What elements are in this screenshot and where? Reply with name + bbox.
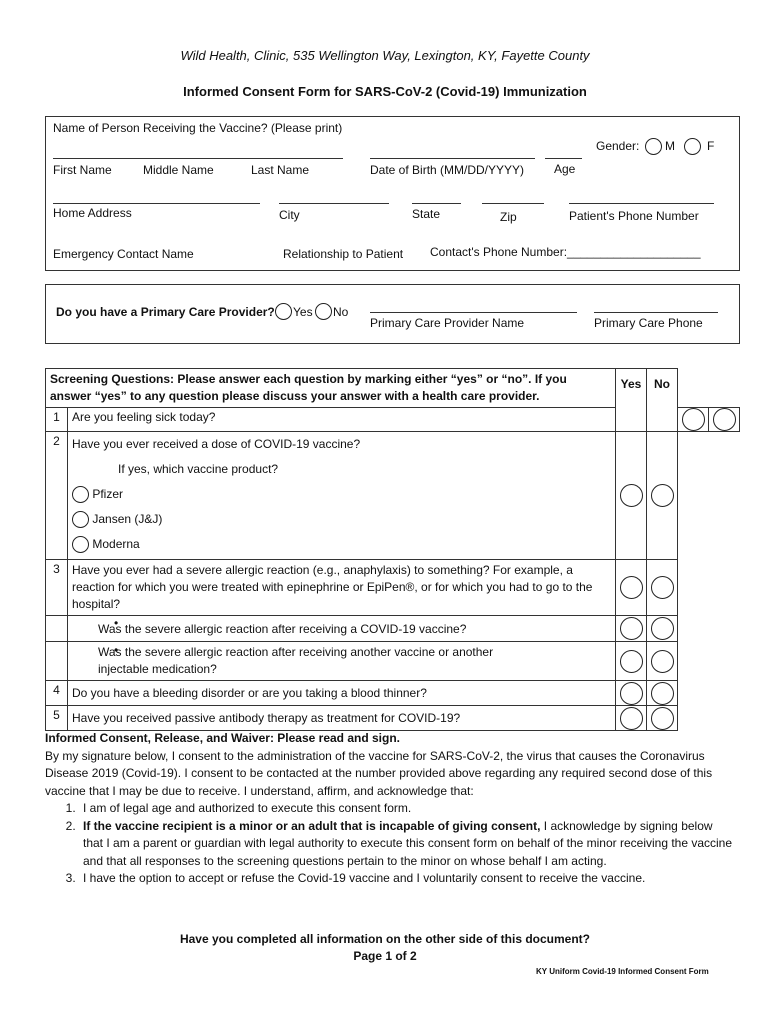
q1-text: Are you feeling sick today? [68,408,616,432]
zip-line[interactable] [482,203,544,204]
form-name: KY Uniform Covid-19 Informed Consent Form [536,967,709,976]
q4-text: Do you have a bleeding disorder or are you taking a blood thinner? [68,681,616,706]
table-row [46,681,740,706]
form-title: Informed Consent Form for SARS-CoV-2 (Covid-19) Immunization [183,84,587,99]
consent-item-2-rest: I acknowledge by signing below that I am a parent or guardian with legal authority to execute this consent form on behalf of the minor receiving the vaccine and that all responses to the screening questions pertain to the minor on whose behalf I am acting. [83,818,733,868]
q2-yes-cell [616,432,647,560]
screening-intro: Screening Questions: Please answer each question by marking either “yes” or “no”. If you answer “yes” to any question please discuss your answer with a health care provider. [46,369,616,408]
q2-option-moderna [72,532,611,557]
q5-text: Have you received passive antibody therapy as treatment for COVID-19? [68,706,616,731]
city-line[interactable] [279,203,389,204]
table-row [46,369,740,408]
no-header: No [647,369,678,432]
q2-no-radio[interactable] [651,484,674,507]
moderna-radio[interactable] [72,536,89,553]
q2-number: 2 [46,432,68,560]
consent-item-3: 3. I have the option to accept or refuse the Covid-19 vaccine and I voluntarily consent to receive the vaccine. [79,870,735,888]
gender-m-label: M [665,139,675,153]
q3-yes-radio[interactable] [620,576,643,599]
address-line[interactable] [53,203,260,204]
q2-cell [68,432,616,560]
name-prompt: Name of Person Receiving the Vaccine? (Please print) [53,121,343,135]
table-row [46,432,740,560]
emergency-contact-label: Emergency Contact Name [53,247,194,261]
q2-text: Have you ever received a dose of COVID-19 vaccine? [72,437,361,451]
q1-no-cell [709,408,740,432]
q5-yes-radio[interactable] [620,707,643,730]
q1-no-radio[interactable] [713,408,736,431]
q3-no-radio[interactable] [651,576,674,599]
table-row [46,642,740,681]
consent-item-1: 1. I am of legal age and authorized to execute this consent form. [79,800,735,818]
q4-yes-cell [616,681,647,706]
name-line[interactable] [53,158,343,159]
q3b-item [68,642,616,681]
pcp-name-line[interactable] [370,312,577,313]
contact-phone-label[interactable]: Contact's Phone Number:____________________ [430,245,701,259]
pfizer-radio[interactable] [72,486,89,503]
q2-no-cell [647,432,678,560]
q3a-yes-radio[interactable] [620,617,643,640]
table-row [46,616,740,642]
pcp-question: Do you have a Primary Care Provider? [56,305,275,319]
middle-name-label: Middle Name [143,163,214,177]
consent-list [45,800,735,888]
gender-m-radio[interactable] [645,138,662,155]
q5-number: 5 [46,706,68,731]
pcp-phone-line[interactable] [594,312,718,313]
q3-number: 3 [46,560,68,616]
pfizer-label: Pfizer [92,487,124,501]
q3a-item [68,616,616,642]
q4-number: 4 [46,681,68,706]
q5-yes-cell [616,706,647,731]
state-label: State [412,207,441,221]
consent-paragraph: By my signature below, I consent to the administration of the vaccine for SARS-CoV-2, the virus that causes the Coronavirus Disease 2019 (Covid-19). I consent to be contacted at the number provided above regarding any required second dose of this vaccine that I may be due to receive. I understand, affirm, and acknowledge that: [45,748,713,798]
gender-label: Gender: [596,139,640,153]
q3-no-cell [647,560,678,616]
q4-no-radio[interactable] [651,682,674,705]
q3a-yes-cell [616,616,647,642]
table-row [46,560,740,616]
pcp-phone-label: Primary Care Phone [594,316,703,330]
q3b-yes-cell [616,642,647,681]
clinic-header: Wild Health, Clinic, 535 Wellington Way, Lexington, KY, Fayette County [180,48,590,63]
consent-section [45,730,735,888]
dob-line[interactable] [370,158,535,159]
home-address-label: Home Address [53,206,132,220]
q3b-no-cell [647,642,678,681]
gender-f-radio[interactable] [684,138,701,155]
q1-yes-cell [678,408,709,432]
q3a-no-radio[interactable] [651,617,674,640]
city-label: City [279,208,300,222]
age-line[interactable] [545,158,582,159]
jansen-label: Jansen (J&J) [92,512,163,526]
q1-yes-radio[interactable] [682,408,705,431]
screening-table [45,368,740,731]
q2-option-jansen [72,507,611,532]
consent-item-2 [79,818,735,871]
last-name-label: Last Name [251,163,310,177]
q1-number: 1 [46,408,68,432]
page-number: Page 1 of 2 [353,949,417,963]
q4-yes-radio[interactable] [620,682,643,705]
pcp-no-radio[interactable] [315,303,332,320]
pcp-yes-radio[interactable] [275,303,292,320]
jansen-radio[interactable] [72,511,89,528]
q2-yes-radio[interactable] [620,484,643,507]
q2-sub: If yes, which vaccine product? [118,462,279,476]
relationship-label: Relationship to Patient [283,247,404,261]
patient-phone-label: Patient's Phone Number [569,209,699,223]
q3a-text: Was the severe allergic reaction after receiving a COVID-19 vaccine? [98,621,467,636]
consent-item-2-bold: If the vaccine recipient is a minor or an adult that is incapable of giving consent, [83,818,541,833]
q3b-text: Was the severe allergic reaction after receiving another vaccine or another injectable medication? [98,645,494,676]
patient-phone-line[interactable] [569,203,714,204]
yes-header: Yes [616,369,647,432]
q3-text: Have you ever had a severe allergic reaction (e.g., anaphylaxis) to something? For example, a reaction for which you were treated with epinephrine or EpiPen®, or for which you had to go to the hospital? [68,560,616,616]
q4-no-cell [647,681,678,706]
footer-question: Have you completed all information on the other side of this document? [179,932,591,946]
pcp-name-label: Primary Care Provider Name [370,316,525,330]
q3a-no-cell [647,616,678,642]
table-row [46,706,740,731]
first-name-label: First Name [53,163,112,177]
age-label: Age [554,162,576,176]
zip-label: Zip [500,210,517,224]
state-line[interactable] [412,203,461,204]
q5-no-radio[interactable] [651,707,674,730]
moderna-label: Moderna [92,537,140,551]
q2-option-pfizer [72,482,611,507]
gender-f-label: F [707,139,715,153]
q5-no-cell [647,706,678,731]
consent-heading: Informed Consent, Release, and Waiver: Please read and sign. [45,731,400,745]
q3-yes-cell [616,560,647,616]
q3b-no-radio[interactable] [651,650,674,673]
dob-label: Date of Birth (MM/DD/YYYY) [370,163,525,177]
q3b-yes-radio[interactable] [620,650,643,673]
pcp-yes-label: Yes [293,305,313,319]
pcp-no-label: No [333,305,349,319]
